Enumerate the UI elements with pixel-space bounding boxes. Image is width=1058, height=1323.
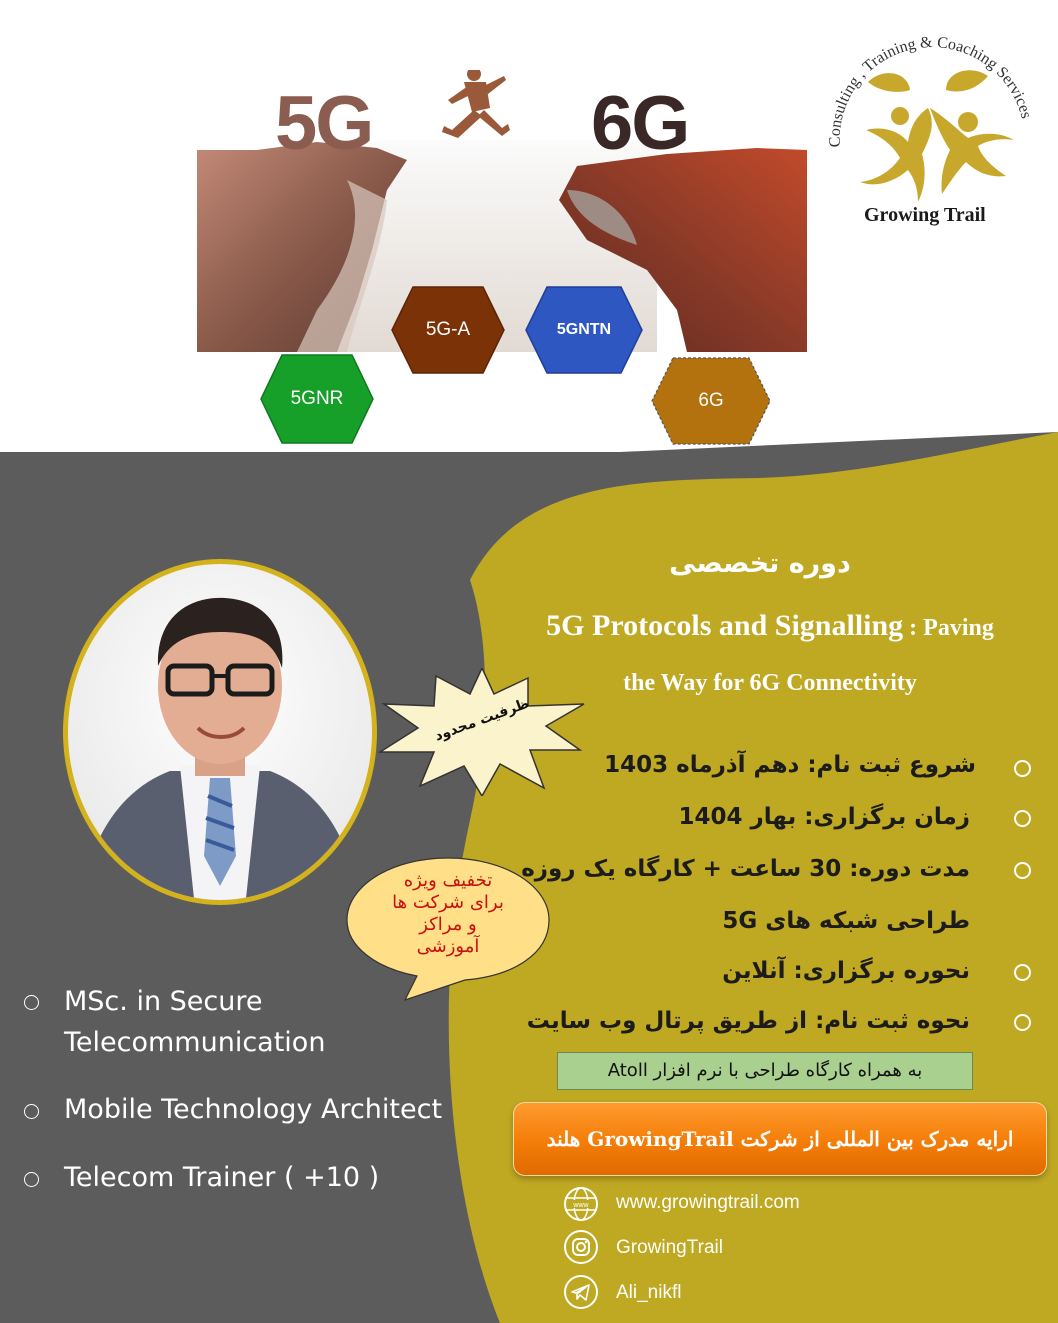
bullet-icon — [24, 1104, 39, 1119]
detail-duration-cont: طراحی شبکه های 5G — [722, 908, 970, 934]
hex-label: 5GNTN — [556, 321, 612, 338]
contact-instagram[interactable]: GrowingTrail — [616, 1237, 723, 1258]
label-5g: 5G — [275, 81, 373, 166]
detail-format: نحوره برگزاری: آنلاین — [722, 958, 970, 984]
hex-5gnr — [260, 354, 374, 444]
bullet-icon — [24, 1172, 39, 1187]
growing-trail-logo — [818, 12, 1038, 232]
svg-text:www: www — [573, 1202, 589, 1209]
credential-msc-line-1: MSc. in Secure — [64, 986, 263, 1017]
telegram-icon — [563, 1274, 599, 1310]
discount-bubble — [345, 856, 551, 1002]
discount-text — [361, 870, 535, 958]
hex-6g — [651, 357, 771, 445]
globe-icon — [563, 1186, 599, 1222]
bullet-icon — [1014, 810, 1031, 827]
hex-5g-a — [391, 286, 505, 374]
instructor-photo — [60, 556, 380, 908]
bullet-icon — [1014, 964, 1031, 981]
detail-duration: مدت دوره: 30 ساعت + کارگاه یک روزه — [521, 856, 970, 882]
detail-registration-method: نحوه ثبت نام: از طریق پرتال وب سایت — [526, 1008, 970, 1034]
course-heading: دوره تخصصی — [669, 548, 851, 579]
instagram-icon — [563, 1229, 599, 1265]
discount-line-1: تخفیف ویژه — [403, 870, 493, 891]
discount-line-3: و مراکز — [419, 914, 477, 935]
hex-label: 5G-A — [425, 319, 471, 340]
certificate-bar: ارایه مدرک بین المللی از شرکت GrowingTrail هلند — [513, 1102, 1047, 1176]
course-title — [500, 600, 1040, 709]
bullet-icon — [1014, 862, 1031, 879]
hex-5gntn — [525, 286, 643, 374]
detail-registration-start: شروع ثبت نام: دهم آذرماه 1403 — [604, 752, 976, 778]
course-title-rest-1: : Paving — [903, 615, 994, 641]
bullet-icon — [24, 995, 39, 1010]
course-title-rest-2: the Way for 6G Connectivity — [623, 670, 917, 696]
discount-line-4: آموزشی — [416, 936, 480, 957]
detail-schedule: زمان برگزاری: بهار 1404 — [678, 804, 970, 830]
contact-telegram[interactable]: Ali_nikfl — [616, 1282, 682, 1303]
logo-arc-text: Consulting , Training & Coaching Services — [826, 34, 1035, 148]
bullet-icon — [1014, 1014, 1031, 1031]
logo-name: Growing Trail — [864, 204, 986, 226]
bullet-icon — [1014, 760, 1031, 777]
credential-architect: Mobile Technology Architect — [64, 1094, 443, 1125]
limited-capacity-text: ظرفیت محدود — [432, 695, 532, 745]
credential-msc-line-2: Telecommunication — [64, 1027, 326, 1058]
contact-website[interactable]: www.growingtrail.com — [616, 1192, 800, 1213]
course-title-main: 5G Protocols and Signalling — [546, 609, 904, 642]
discount-line-2: برای شرکت ها — [392, 892, 504, 913]
label-6g: 6G — [591, 81, 689, 166]
credential-trainer: Telecom Trainer ( +10 ) — [64, 1162, 380, 1193]
atoll-note: به همراه کارگاه طراحی با نرم افزار Atoll — [557, 1052, 973, 1090]
hex-label: 5GNR — [290, 388, 344, 409]
hex-label: 6G — [698, 390, 724, 411]
